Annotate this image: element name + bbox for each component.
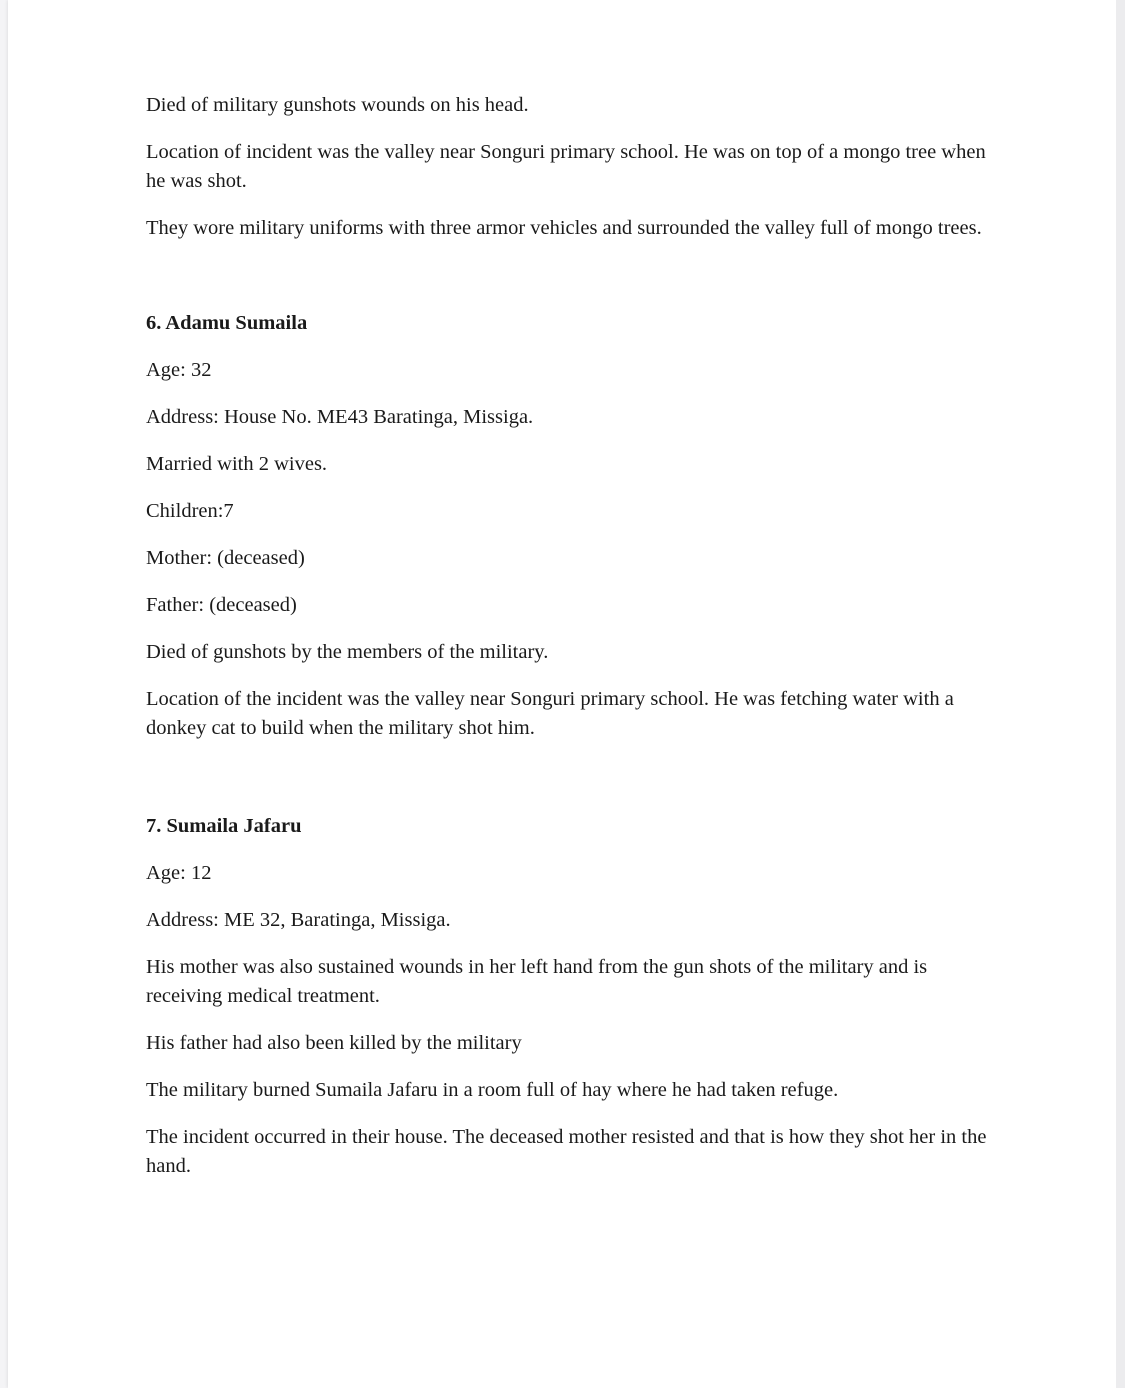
person-6-address: Address: House No. ME43 Baratinga, Missiga. — [146, 406, 534, 428]
person-7-age: Age: 12 — [146, 862, 212, 884]
intro-line-description: They wore military uniforms with three armor vehicles and surrounded the valley full of mongo trees. — [146, 217, 982, 239]
person-6-location: Location of the incident was the valley near Songuri primary school. He was fetching water with a donkey cat to build when the military shot him. — [146, 688, 954, 739]
person-6-father: Father: (deceased) — [146, 594, 297, 616]
viewer-scroll-edge — [1116, 0, 1125, 1388]
person-7-heading: 7. Sumaila Jafaru — [146, 815, 302, 837]
person-6-marital: Married with 2 wives. — [146, 453, 328, 475]
person-7-father-note: His father had also been killed by the military — [146, 1032, 522, 1054]
intro-line-cause: Died of military gunshots wounds on his head. — [146, 94, 529, 116]
person-7-address: Address: ME 32, Baratinga, Missiga. — [146, 909, 451, 931]
page-content — [146, 91, 1006, 1199]
person-6-children: Children:7 — [146, 500, 234, 522]
person-7-mother-note: His mother was also sustained wounds in her left hand from the gun shots of the military and is receiving medical treatment. — [146, 956, 928, 1007]
person-6-cause: Died of gunshots by the members of the military. — [146, 641, 549, 663]
person-6-heading: 6. Adamu Sumaila — [146, 312, 308, 334]
intro-line-location: Location of incident was the valley near Songuri primary school. He was on top of a mongo tree when he was shot. — [146, 141, 986, 192]
document-page — [8, 0, 1116, 1388]
person-6-age: Age: 32 — [146, 359, 212, 381]
person-6-mother: Mother: (deceased) — [146, 547, 305, 569]
person-7-incident: The incident occurred in their house. The deceased mother resisted and that is how they shot her in the hand. — [146, 1126, 987, 1177]
person-7-cause: The military burned Sumaila Jafaru in a room full of hay where he had taken refuge. — [146, 1079, 839, 1101]
